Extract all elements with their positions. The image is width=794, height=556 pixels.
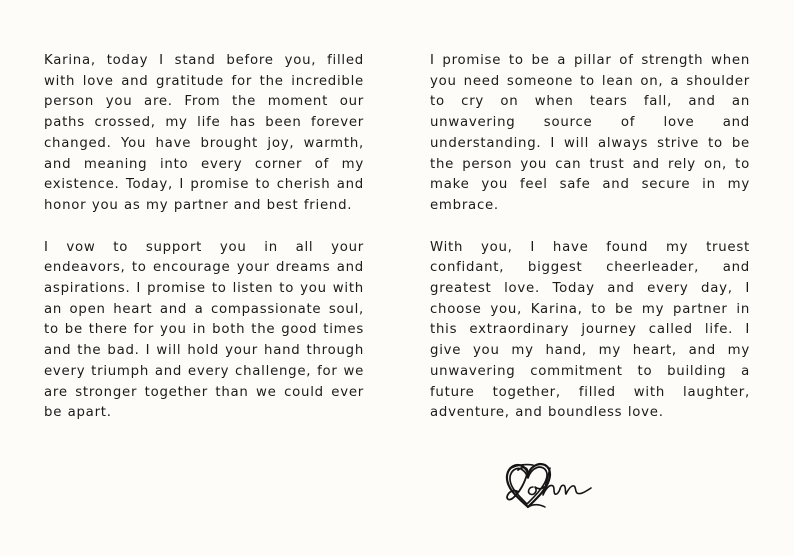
vow-paragraph: I promise to be a pillar of strength when you need someone to lean on, a shoulder to cry on when tears fall, and an unwavering source of love and understanding. I will always strive to be the person you can trust and rely on, to make you feel safe and secure in my embrace. (430, 53, 750, 213)
left-column (44, 51, 364, 445)
vow-paragraph: With you, I have found my truest confidant, biggest cheerleader, and greatest love. Today and every day, I choose you, Karina, to be my partner in this extraordinary journey called life. I give you my hand, my heart, and my unwavering commitment to building a future together, filled with laughter, adventure, and boundless love. (430, 239, 750, 421)
vow-paragraph: I vow to support you in all your endeavors, to encourage your dreams and aspirations. I promise to listen to you with an open heart and a compassionate soul, to be there for you in both the good times and the bad. I will hold your hand through every triumph and every challenge, for we are stronger together than we could ever be apart. (44, 239, 364, 421)
right-column (430, 51, 750, 445)
signature-name (503, 460, 595, 504)
vow-paragraph: Karina, today I stand before you, filled with love and gratitude for the incredible person you are. From the moment our paths crossed, my life has been forever changed. You have brought joy, warmth, and meaning into every corner of my existence. Today, I promise to cherish and honor you as my partner and best friend. (44, 53, 364, 213)
signature (503, 460, 643, 522)
